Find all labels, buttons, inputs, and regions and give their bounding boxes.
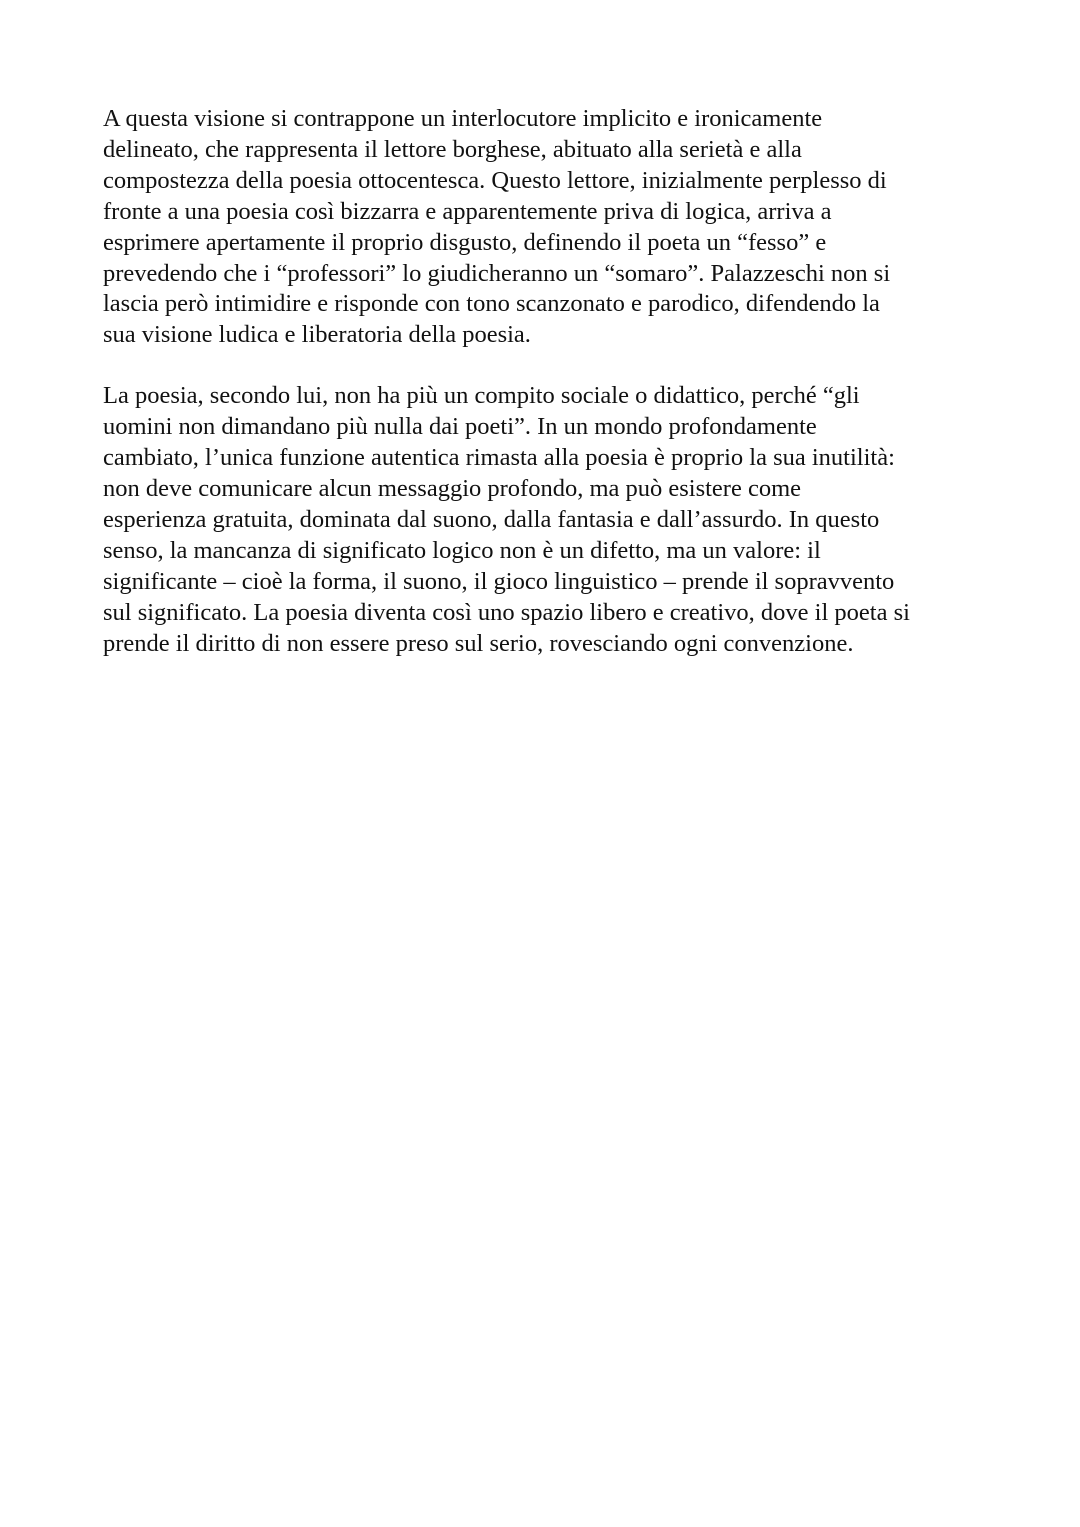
text-line: esprimere apertamente il proprio disgusto, definendo il poeta un “fesso” e — [103, 228, 827, 256]
text-line: prende il diritto di non essere preso sul serio, rovesciando ogni convenzione. — [103, 629, 854, 657]
text-line: compostezza della poesia ottocentesca. Questo lettore, inizialmente perplesso di — [103, 166, 887, 194]
text-line: A questa visione si contrappone un interlocutore implicito e ironicamente — [103, 105, 823, 132]
paragraph-1 — [103, 104, 983, 351]
text-line: La poesia, secondo lui, non ha più un compito sociale o didattico, perché “gli — [103, 382, 860, 410]
text-line: uomini non dimandano più nulla dai poeti”. In un mondo profondamente — [103, 413, 817, 441]
text-line: sua visione ludica e liberatoria della poesia. — [103, 321, 531, 349]
text-line: non deve comunicare alcun messaggio profondo, ma può esistere come — [103, 474, 802, 502]
text-line: lascia però intimidire e risponde con tono scanzonato e parodico, difendendo la — [103, 290, 880, 318]
text-line: senso, la mancanza di significato logico non è un difetto, ma un valore: il — [103, 536, 821, 564]
text-line: prevedendo che i “professori” lo giudicheranno un “somaro”. Palazzeschi non si — [103, 259, 891, 287]
text-line: fronte a una poesia così bizzarra e apparentemente priva di logica, arriva a — [103, 197, 832, 225]
document-body — [103, 104, 983, 659]
text-line: delineato, che rappresenta il lettore borghese, abituato alla serietà e alla — [103, 135, 802, 163]
text-line: esperienza gratuita, dominata dal suono, dalla fantasia e dall’assurdo. In questo — [103, 505, 880, 533]
text-line: cambiato, l’unica funzione autentica rimasta alla poesia è proprio la sua inutilità: — [103, 444, 895, 472]
text-line: sul significato. La poesia diventa così uno spazio libero e creativo, dove il poeta si — [103, 598, 910, 626]
text-line: significante – cioè la forma, il suono, il gioco linguistico – prende il sopravvento — [103, 567, 895, 595]
paragraph-2 — [103, 381, 983, 659]
